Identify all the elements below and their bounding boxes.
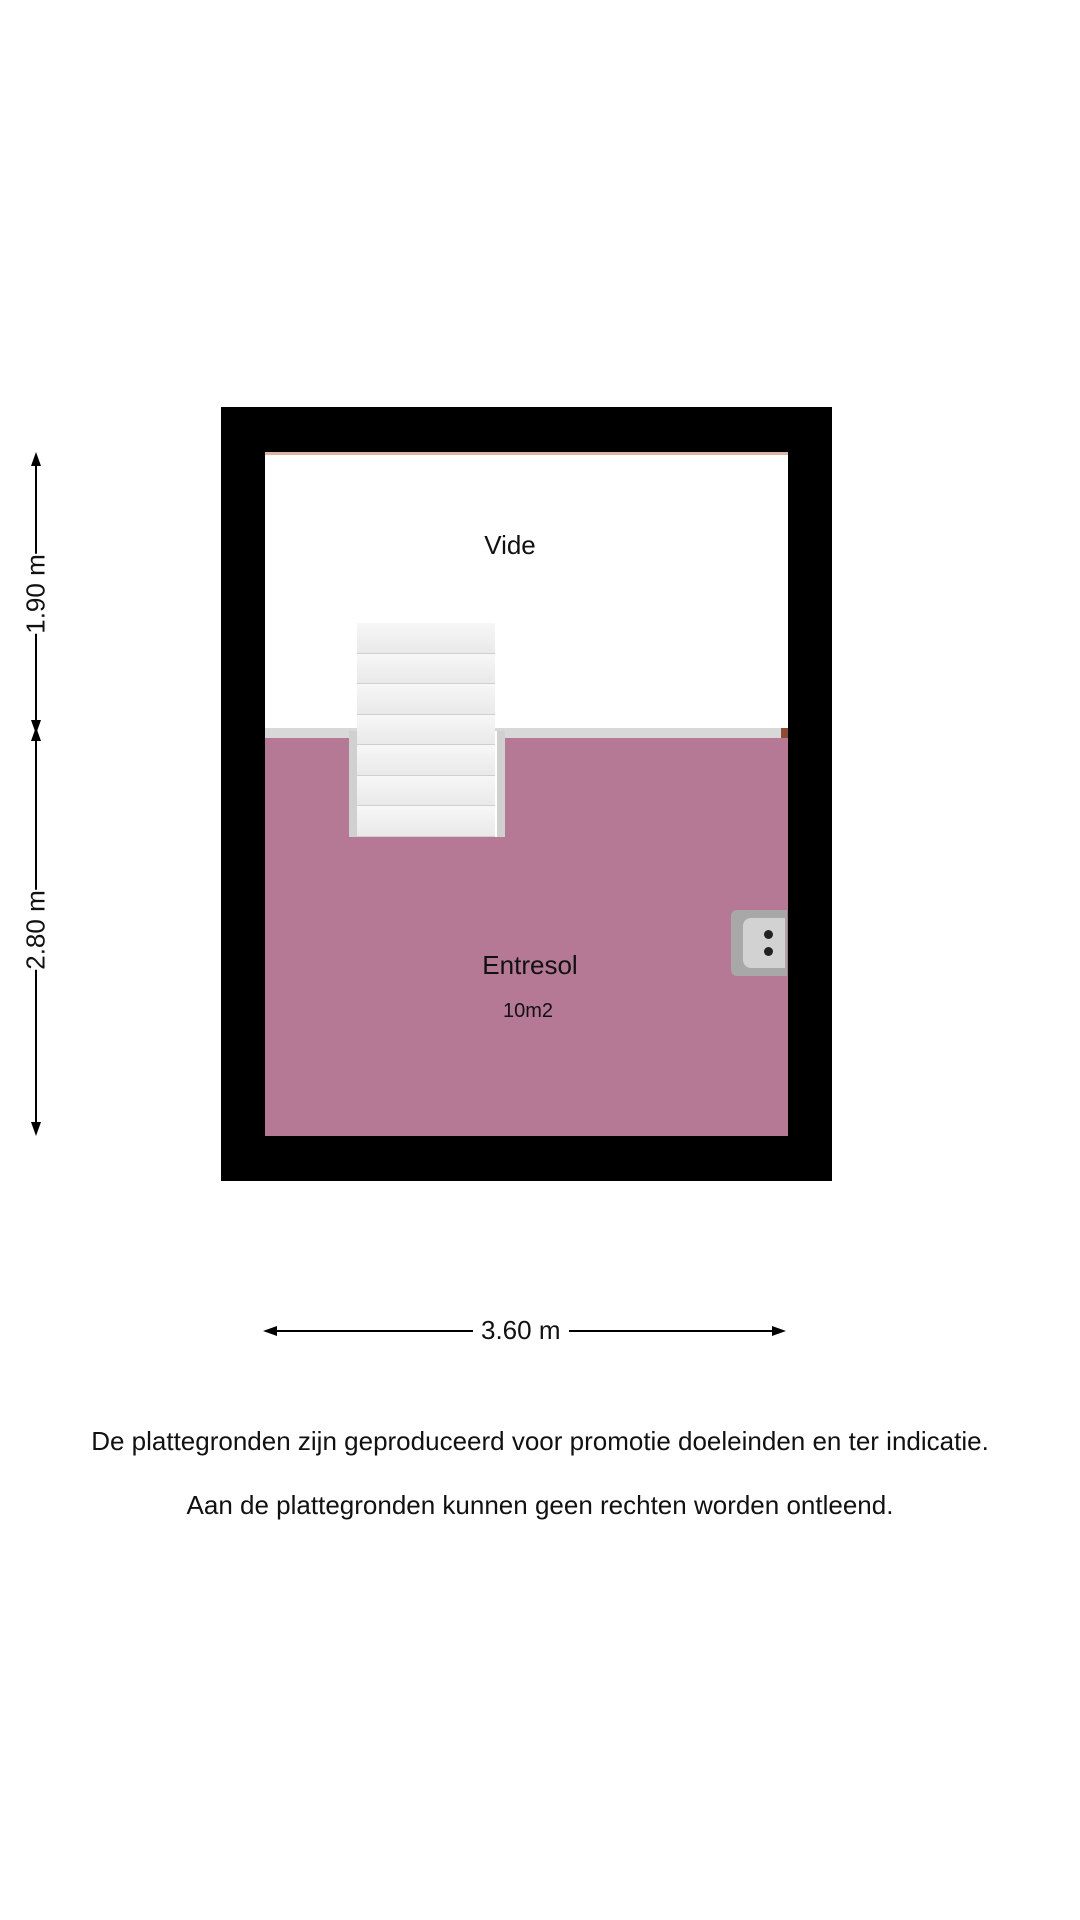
dimension-label-lower: 2.80 m (20, 890, 51, 970)
room-label-vide: Vide (484, 530, 536, 560)
arrow-down-icon (31, 1122, 41, 1136)
wall-unit-panel (743, 918, 785, 968)
stair-side-left (349, 731, 357, 837)
stair-step (357, 776, 495, 807)
room-area-entresol: 10m2 (502, 1000, 554, 1022)
stair-step (357, 623, 495, 654)
dimension-label-width: 3.60 m (473, 1315, 569, 1346)
stair-side-right (497, 731, 505, 837)
room-label-entresol: Entresol (482, 950, 578, 980)
stair-step (357, 715, 495, 746)
staircase-icon (357, 623, 495, 837)
wall-unit-knob (764, 930, 773, 939)
disclaimer-line-1: De plattegronden zijn geproduceerd voor promotie doeleinden en ter indicatie. (91, 1426, 989, 1456)
stair-step (357, 684, 495, 715)
arrow-right-icon (772, 1326, 786, 1336)
disclaimer-line-2: Aan de plattegronden kunnen geen rechten worden ontleend. (186, 1490, 894, 1520)
dimension-label-upper: 1.90 m (20, 554, 51, 634)
vide-area (265, 452, 788, 736)
wall-unit-knob (764, 947, 773, 956)
stair-step (357, 745, 495, 776)
stair-step (357, 806, 495, 837)
railing-end (781, 728, 788, 738)
railing (265, 728, 788, 738)
entresol-area (265, 736, 788, 1136)
wall-trim (265, 452, 788, 455)
stair-step (357, 654, 495, 685)
